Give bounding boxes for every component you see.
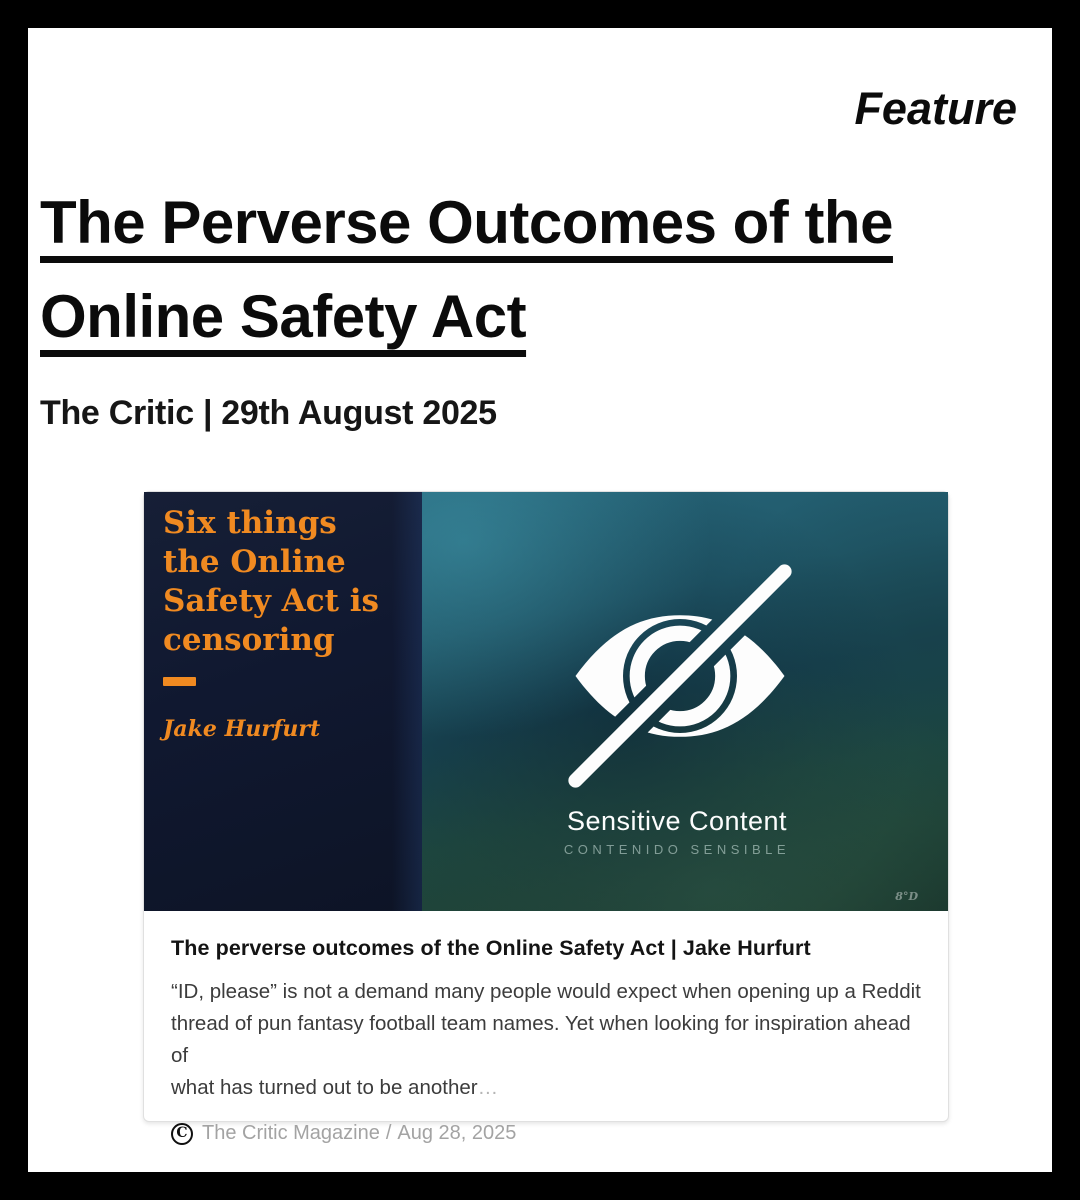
card-thumbnail (144, 492, 948, 911)
card-excerpt (171, 976, 921, 1104)
source-date-separator: / (385, 1122, 392, 1144)
logo-letter: C (176, 1125, 188, 1141)
card-footer (171, 1122, 921, 1145)
watermark: 8°D (895, 890, 918, 903)
thumbnail-left-panel (144, 492, 422, 911)
thumbnail-right-panel (422, 492, 948, 911)
thumb-headline-line-1: Six things (163, 505, 337, 541)
excerpt-ellipsis: … (477, 1076, 499, 1099)
article-page (28, 28, 1052, 1172)
card-source: The Critic Magazine (202, 1122, 380, 1144)
accent-dash-icon (163, 677, 196, 686)
title-line-2: Online Safety Act (40, 283, 527, 350)
excerpt-line-1: “ID, please” is not a demand many people would expect when opening up a Reddit (171, 980, 921, 1003)
thumb-headline-line-4: censoring (163, 622, 335, 658)
thumbnail-author: Jake Hurfurt (163, 716, 321, 742)
section-label: Feature (854, 83, 1017, 134)
the-critic-logo-icon (171, 1123, 193, 1145)
excerpt-line-2: thread of pun fantasy football team names. Yet when looking for inspiration ahead of (171, 1012, 911, 1067)
card-date: Aug 28, 2025 (397, 1122, 517, 1144)
sensitive-content-label: Sensitive Content (566, 806, 788, 836)
link-preview-card[interactable] (143, 491, 949, 1144)
title-line-1: The Perverse Outcomes of the (40, 189, 893, 256)
contenido-sensible-label: CONTENIDO SENSIBLE (563, 842, 791, 857)
article-title-link[interactable] (40, 176, 980, 364)
hidden-eye-icon (566, 562, 794, 790)
excerpt-line-3: what has turned out to be another (171, 1076, 478, 1099)
thumb-headline-line-3: Safety Act is (163, 583, 379, 619)
card-title[interactable]: The perverse outcomes of the Online Safety Act | Jake Hurfurt (171, 936, 811, 960)
thumb-headline-line-2: the Online (163, 544, 346, 580)
card-body (144, 911, 948, 1145)
thumbnail-headline (163, 504, 379, 660)
byline: The Critic | 29th August 2025 (40, 394, 497, 432)
